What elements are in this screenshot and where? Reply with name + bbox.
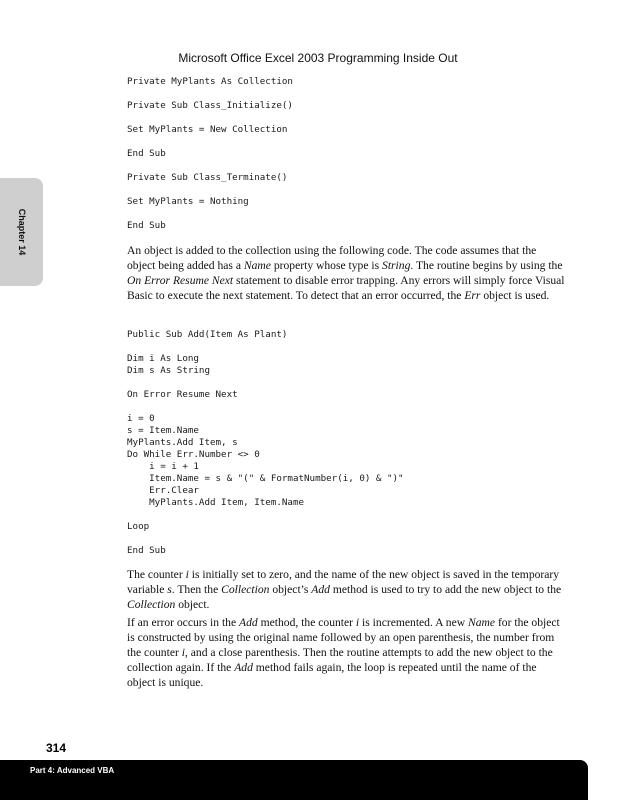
code-line: Set MyPlants = New Collection bbox=[127, 124, 288, 135]
footer-bar bbox=[0, 760, 588, 800]
code-block: i = 0 s = Item.Name MyPlants.Add Item, s Do While Err.Number <> 0 i = i + 1 Item.Name = s & "(" & FormatNumber(i, 0) & ")" Err.Clear MyPlants.Add Item, Item.Name bbox=[127, 413, 404, 508]
chapter-tab-label: Chapter 14 bbox=[17, 208, 27, 256]
code-line: Set MyPlants = Nothing bbox=[127, 196, 249, 207]
code-line: Private MyPlants As Collection bbox=[127, 76, 293, 87]
page-number: 314 bbox=[46, 741, 67, 755]
code-block: Loop bbox=[127, 521, 150, 532]
body-paragraph: If an error occurs in the Add method, the counter i is incremented. A new Name for the object is constructed by using the original name followed by an open parenthesis, the number from the counter i, and a close parenthesis. Then the routine attempts to add the new object to the collection again. If the Add method fails again, the loop is repeated until the name of the object is unique. bbox=[127, 616, 560, 689]
code-line: Private Sub Class_Terminate() bbox=[127, 172, 288, 183]
body-paragraph: The counter i is initially set to zero, and the name of the new object is saved in the temporary variable s. Then the Collection object’s Add method is used to try to add the new object to the Collection object. bbox=[127, 568, 562, 611]
code-line: End Sub bbox=[127, 220, 166, 231]
code-block: Dim i As Long Dim s As String bbox=[127, 353, 210, 376]
running-header: Microsoft Office Excel 2003 Programming Inside Out bbox=[178, 51, 458, 65]
code-line: Private Sub Class_Initialize() bbox=[127, 100, 293, 111]
code-block: On Error Resume Next bbox=[127, 389, 238, 400]
code-block: Public Sub Add(Item As Plant) bbox=[127, 329, 288, 340]
footer-section-label: Part 4: Advanced VBA bbox=[30, 766, 115, 775]
code-block: End Sub bbox=[127, 545, 166, 556]
code-line: End Sub bbox=[127, 148, 166, 159]
body-paragraph: An object is added to the collection using the following code. The code assumes that the object being added has a Name property whose type is String. The routine begins by using the On Error Resume Next statement to disable error trapping. Any errors will simply force Visual Basic to execute the next statement. To detect that an error occurred, the Err object is used. bbox=[127, 244, 565, 302]
